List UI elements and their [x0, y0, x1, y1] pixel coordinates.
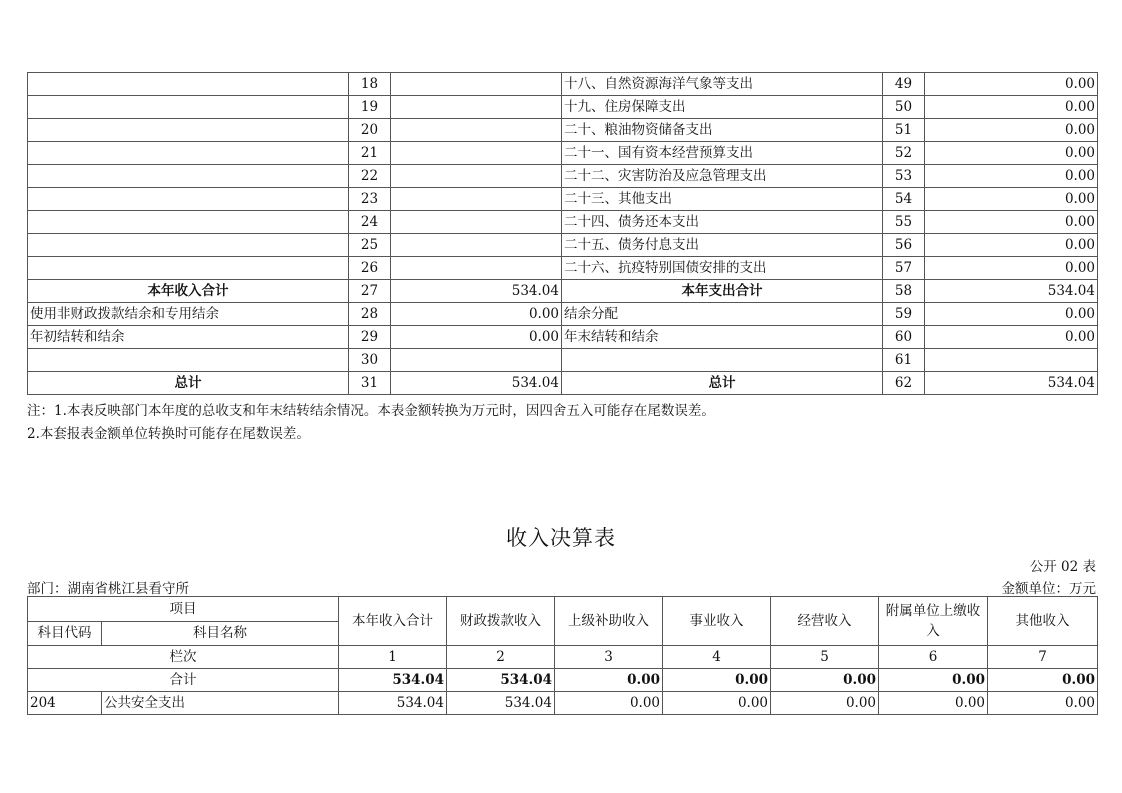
expense-item-label: 二十三、其他支出	[562, 188, 883, 211]
header-subject-code: 科目代码	[28, 621, 102, 646]
income-amount	[391, 211, 562, 234]
table-row	[28, 234, 1098, 257]
expense-line-no: 60	[883, 326, 925, 349]
income-item-label	[28, 211, 349, 234]
income-line-no: 30	[349, 349, 391, 372]
expense-line-no: 50	[883, 96, 925, 119]
expense-amount: 0.00	[925, 165, 1098, 188]
expense-amount: 0.00	[925, 257, 1098, 280]
income-total-label: 本年收入合计	[28, 280, 349, 303]
table-row	[28, 119, 1098, 142]
income-item-label	[28, 96, 349, 119]
expense-line-no: 52	[883, 142, 925, 165]
income-line-no: 19	[349, 96, 391, 119]
expense-line-no: 54	[883, 188, 925, 211]
column-number: 1	[339, 646, 447, 669]
expense-item-label: 结余分配	[562, 303, 883, 326]
column-number-label: 栏次	[28, 646, 339, 669]
income-line-no: 28	[349, 303, 391, 326]
income-item-label	[28, 73, 349, 96]
sum-value: 534.04	[447, 669, 555, 692]
expense-line-no: 59	[883, 303, 925, 326]
expense-amount: 0.00	[925, 326, 1098, 349]
income-line-no: 22	[349, 165, 391, 188]
header-subject-name: 科目名称	[102, 621, 339, 646]
table-row	[28, 211, 1098, 234]
table-row	[28, 142, 1098, 165]
expense-line-no: 62	[883, 372, 925, 395]
expense-line-no: 53	[883, 165, 925, 188]
expense-amount: 0.00	[925, 96, 1098, 119]
expense-item-label: 十九、住房保障支出	[562, 96, 883, 119]
income-value: 0.00	[771, 692, 879, 715]
expense-line-no: 58	[883, 280, 925, 303]
income-line-no: 25	[349, 234, 391, 257]
income-amount	[391, 349, 562, 372]
expense-grand-total-amount: 534.04	[925, 372, 1098, 395]
table-row	[28, 165, 1098, 188]
subject-code: 204	[28, 692, 102, 715]
column-number: 4	[663, 646, 771, 669]
expense-item-label: 二十一、国有资本经营预算支出	[562, 142, 883, 165]
income-amount	[391, 73, 562, 96]
expense-item-label: 年末结转和结余	[562, 326, 883, 349]
table-row	[28, 188, 1098, 211]
column-number: 7	[988, 646, 1098, 669]
income-line-no: 26	[349, 257, 391, 280]
income-item-label	[28, 257, 349, 280]
column-number-row	[28, 646, 1098, 669]
expense-total-label: 本年支出合计	[562, 280, 883, 303]
income-item-label	[28, 142, 349, 165]
expense-item-label	[562, 349, 883, 372]
sum-value: 0.00	[663, 669, 771, 692]
note-line-2: 2.本套报表金额单位转换时可能存在尾数误差。	[27, 426, 310, 442]
table-row	[28, 257, 1098, 280]
expense-item-label: 十八、自然资源海洋气象等支出	[562, 73, 883, 96]
expense-amount: 0.00	[925, 142, 1098, 165]
table-row	[28, 692, 1098, 715]
income-amount: 0.00	[391, 303, 562, 326]
header-affiliated-income: 附属单位上缴收入	[879, 597, 988, 646]
grand-total-row	[28, 372, 1098, 395]
income-value: 0.00	[555, 692, 663, 715]
income-line-no: 29	[349, 326, 391, 349]
income-statement-table	[27, 596, 1098, 715]
column-number: 3	[555, 646, 663, 669]
annual-total-row	[28, 280, 1098, 303]
income-amount	[391, 257, 562, 280]
sum-label: 合计	[28, 669, 339, 692]
header-business-income: 事业收入	[663, 597, 771, 646]
expense-item-label: 二十四、债务还本支出	[562, 211, 883, 234]
expense-item-label: 二十六、抗疫特别国债安排的支出	[562, 257, 883, 280]
expense-item-label: 二十五、债务付息支出	[562, 234, 883, 257]
expense-amount: 0.00	[925, 188, 1098, 211]
header-row	[28, 597, 1098, 622]
sum-value: 0.00	[988, 669, 1098, 692]
header-operating-income: 经营收入	[771, 597, 879, 646]
income-value: 534.04	[447, 692, 555, 715]
income-amount	[391, 119, 562, 142]
income-item-label	[28, 349, 349, 372]
expense-item-label: 二十二、灾害防治及应急管理支出	[562, 165, 883, 188]
header-other-income: 其他收入	[988, 597, 1098, 646]
expense-amount: 0.00	[925, 119, 1098, 142]
income-line-no: 24	[349, 211, 391, 234]
income-item-label	[28, 188, 349, 211]
table-row	[28, 73, 1098, 96]
income-amount	[391, 188, 562, 211]
income-item-label	[28, 119, 349, 142]
expense-line-no: 51	[883, 119, 925, 142]
income-line-no: 20	[349, 119, 391, 142]
column-number: 2	[447, 646, 555, 669]
expense-amount: 0.00	[925, 211, 1098, 234]
income-item-label: 使用非财政拨款结余和专用结余	[28, 303, 349, 326]
income-item-label	[28, 234, 349, 257]
header-superior-subsidy: 上级补助收入	[555, 597, 663, 646]
department-label: 部门：湖南省桃江县看守所	[27, 581, 189, 597]
expense-amount: 0.00	[925, 303, 1098, 326]
expense-grand-total-label: 总计	[562, 372, 883, 395]
header-project: 项目	[28, 597, 339, 622]
table-row	[28, 303, 1098, 326]
income-value: 534.04	[339, 692, 447, 715]
subject-name: 公共安全支出	[102, 692, 339, 715]
expense-line-no: 61	[883, 349, 925, 372]
column-number: 6	[879, 646, 988, 669]
income-grand-total-label: 总计	[28, 372, 349, 395]
sum-row	[28, 669, 1098, 692]
expense-line-no: 49	[883, 73, 925, 96]
header-fiscal-income: 财政拨款收入	[447, 597, 555, 646]
column-number: 5	[771, 646, 879, 669]
amount-unit-label: 金额单位：万元	[1001, 581, 1096, 597]
income-amount	[391, 165, 562, 188]
income-amount: 0.00	[391, 326, 562, 349]
table-row	[28, 326, 1098, 349]
income-line-no: 21	[349, 142, 391, 165]
income-expense-summary-table	[27, 72, 1098, 395]
income-amount	[391, 96, 562, 119]
income-item-label	[28, 165, 349, 188]
expense-line-no: 55	[883, 211, 925, 234]
income-value: 0.00	[663, 692, 771, 715]
expense-total-amount: 534.04	[925, 280, 1098, 303]
table-row	[28, 96, 1098, 119]
sum-value: 0.00	[879, 669, 988, 692]
income-total-amount: 534.04	[391, 280, 562, 303]
expense-amount	[925, 349, 1098, 372]
income-grand-total-amount: 534.04	[391, 372, 562, 395]
sum-value: 0.00	[771, 669, 879, 692]
income-item-label: 年初结转和结余	[28, 326, 349, 349]
expense-amount: 0.00	[925, 73, 1098, 96]
form-number: 公开 02 表	[1029, 559, 1096, 575]
note-line-1: 注：1.本表反映部门本年度的总收支和年末结转结余情况。本表金额转换为万元时，因四舍五入可能存在尾数误差。	[27, 403, 715, 419]
sum-value: 534.04	[339, 669, 447, 692]
expense-item-label: 二十、粮油物资储备支出	[562, 119, 883, 142]
income-line-no: 31	[349, 372, 391, 395]
expense-amount: 0.00	[925, 234, 1098, 257]
income-line-no: 27	[349, 280, 391, 303]
page-title: 收入决算表	[506, 526, 616, 550]
sum-value: 0.00	[555, 669, 663, 692]
income-amount	[391, 142, 562, 165]
expense-line-no: 56	[883, 234, 925, 257]
table-row	[28, 349, 1098, 372]
income-line-no: 23	[349, 188, 391, 211]
expense-line-no: 57	[883, 257, 925, 280]
income-value: 0.00	[988, 692, 1098, 715]
income-amount	[391, 234, 562, 257]
header-total-income: 本年收入合计	[339, 597, 447, 646]
income-value: 0.00	[879, 692, 988, 715]
income-line-no: 18	[349, 73, 391, 96]
